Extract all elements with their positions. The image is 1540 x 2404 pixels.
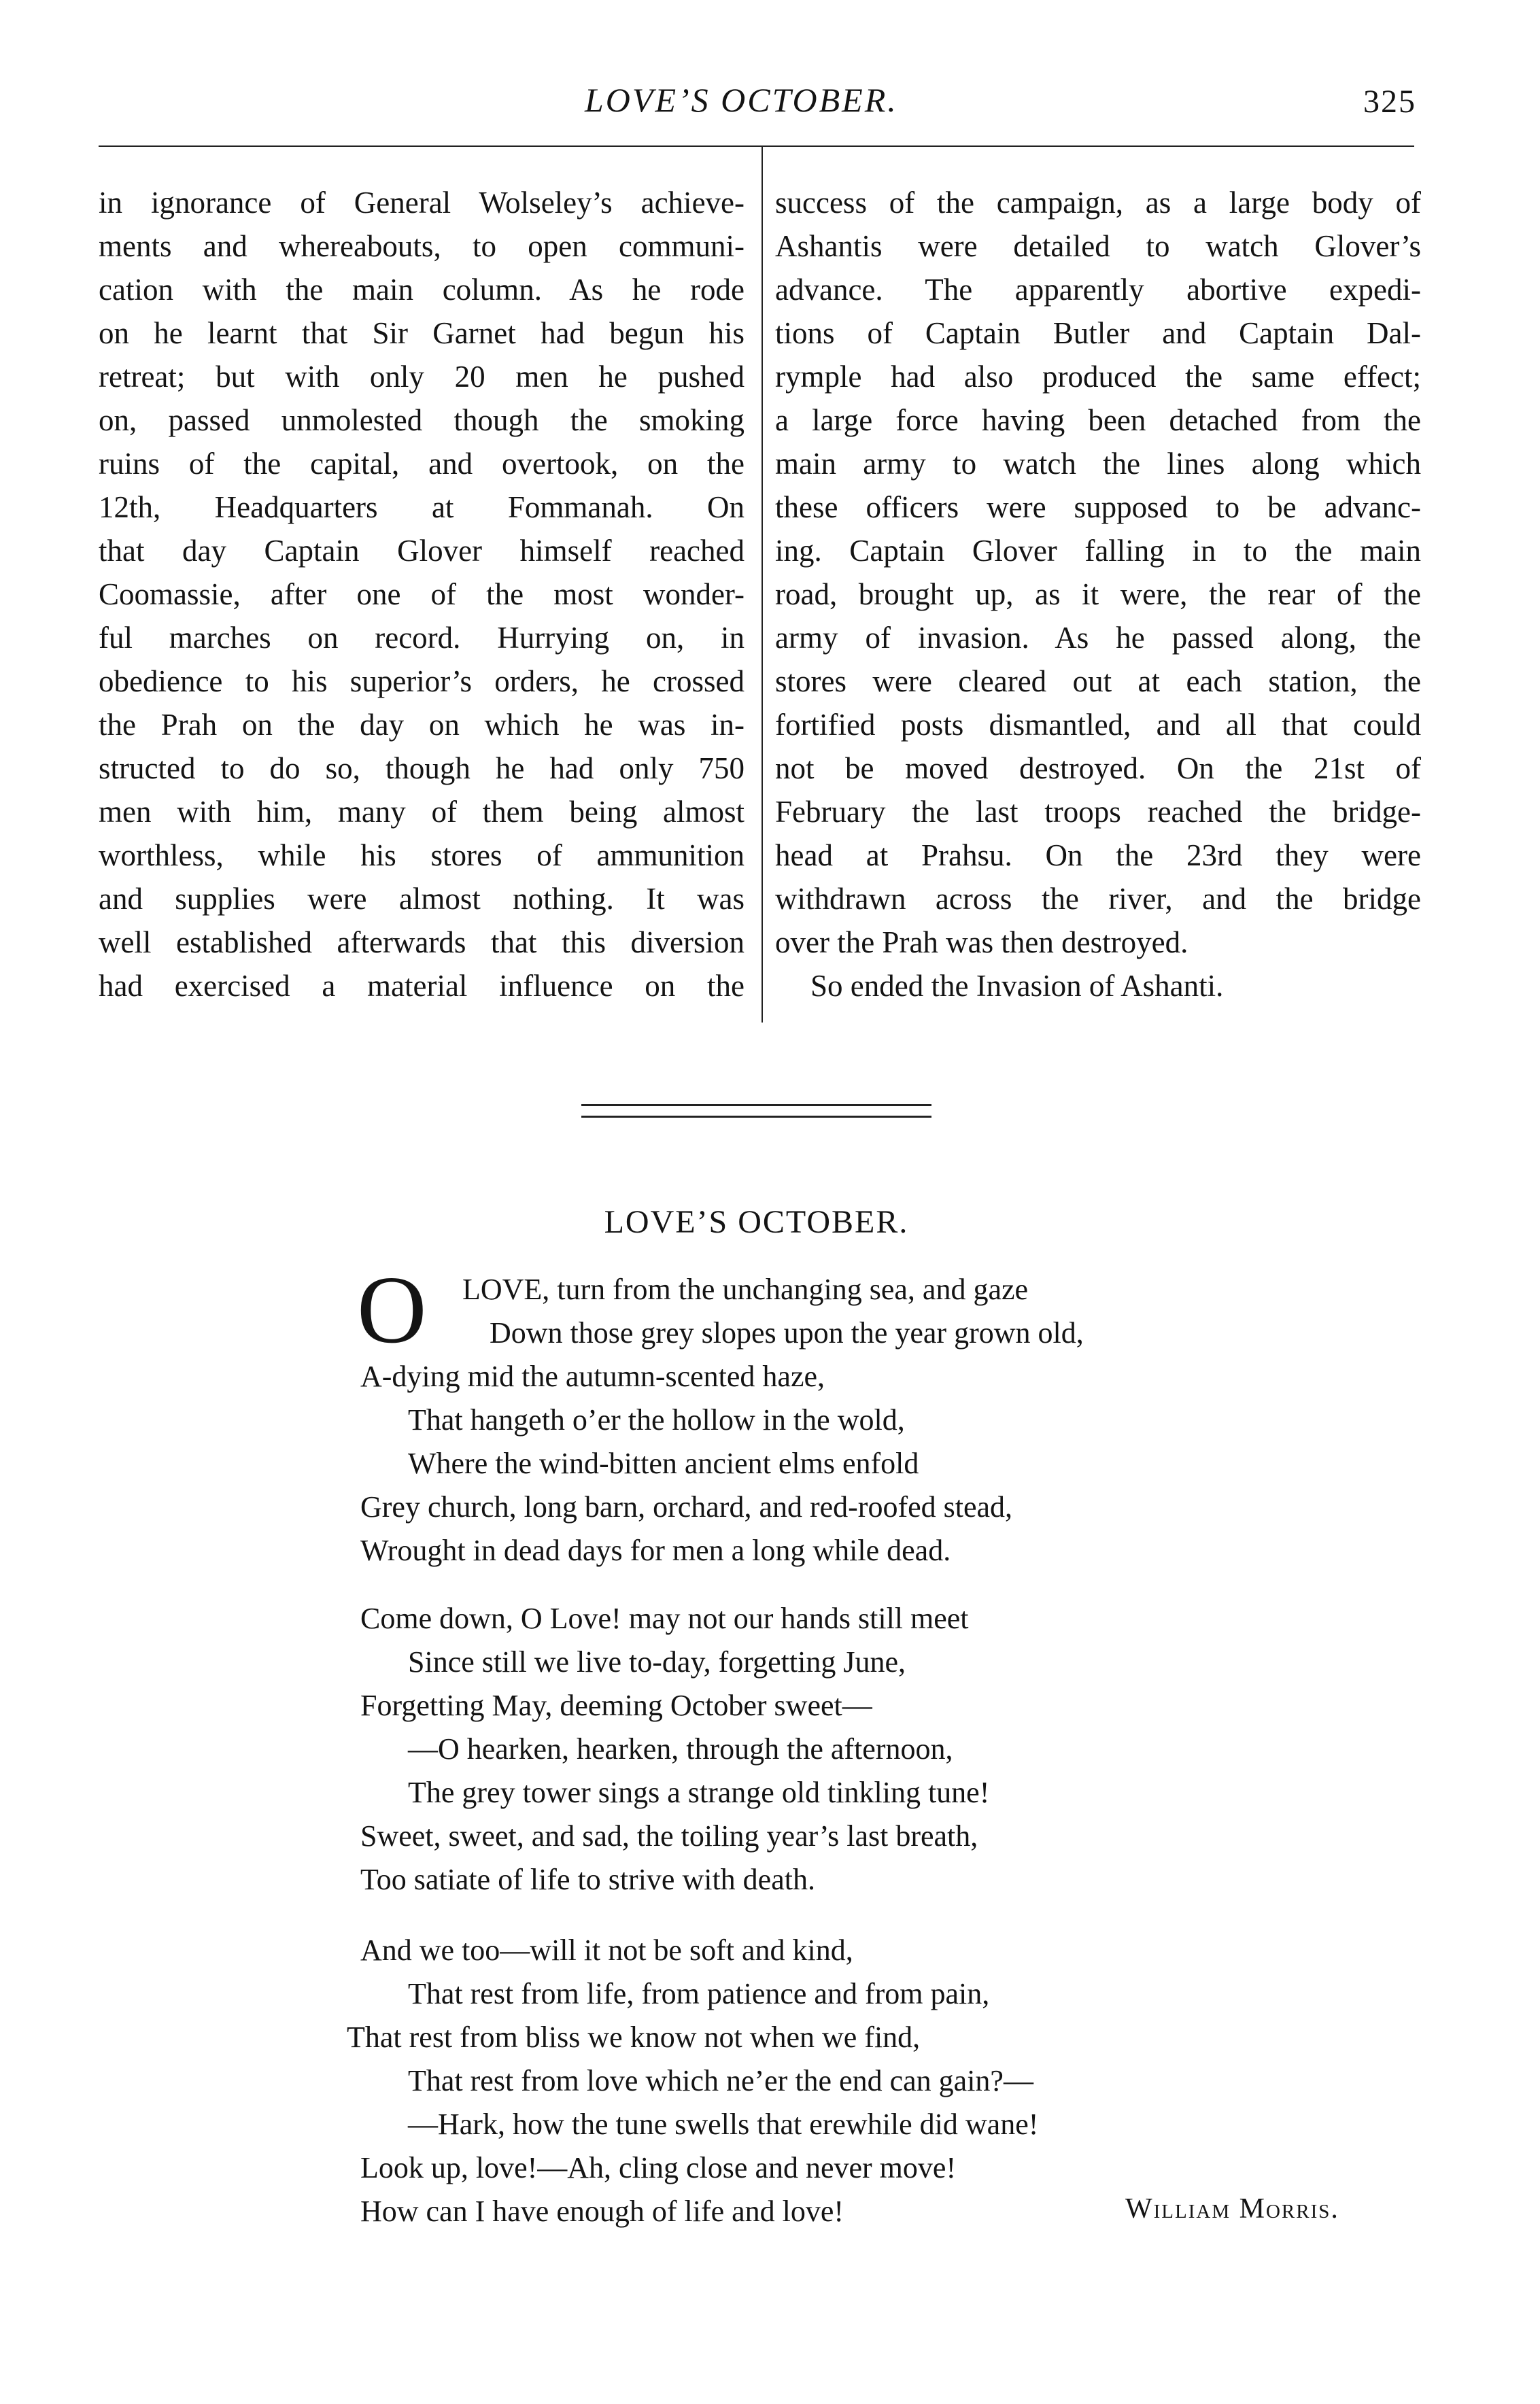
poem-line: Look up, love!—Ah, cling close and never move! bbox=[360, 2151, 957, 2184]
text-line: ruins of the capital, and overtook, on the bbox=[99, 447, 745, 481]
text-line: road, brought up, as it were, the rear of the bbox=[775, 577, 1421, 611]
text-line: advance. The apparently abortive expedi- bbox=[775, 273, 1421, 307]
poem-line: Wrought in dead days for men a long while dead. bbox=[360, 1534, 951, 1567]
left-column bbox=[99, 181, 745, 1008]
poem-line: That rest from life, from patience and from pain, bbox=[408, 1977, 990, 2010]
poem-line: —O hearken, hearken, through the afternoon, bbox=[408, 1732, 953, 1766]
text-line: worthless, while his stores of ammunition bbox=[99, 838, 745, 872]
poem-line: A-dying mid the autumn-scented haze, bbox=[360, 1360, 825, 1393]
poem-line: Since still we live to-day, forgetting June, bbox=[408, 1645, 906, 1679]
text-line: obedience to his superior’s orders, he crossed bbox=[99, 664, 745, 698]
text-line: ments and whereabouts, to open communi- bbox=[99, 229, 745, 263]
poem-line: And we too—will it not be soft and kind, bbox=[360, 1934, 853, 1967]
poem-line: That rest from bliss we know not when we find, bbox=[347, 2021, 921, 2054]
right-column bbox=[775, 181, 1421, 1008]
header-rule bbox=[99, 145, 1414, 147]
poem-line: Forgetting May, deeming October sweet— bbox=[360, 1689, 872, 1722]
poem-line: Too satiate of life to strive with death. bbox=[360, 1863, 815, 1896]
running-head: LOVE’S OCTOBER. bbox=[585, 81, 898, 119]
text-line: structed to do so, though he had only 750 bbox=[99, 751, 745, 785]
section-double-rule bbox=[581, 1104, 931, 1118]
poem-line: The grey tower sings a strange old tinkling tune! bbox=[408, 1776, 990, 1809]
poem-line: Where the wind-bitten ancient elms enfold bbox=[408, 1447, 919, 1480]
poem-title: LOVE’S OCTOBER. bbox=[604, 1204, 909, 1240]
poem-line: That rest from love which ne’er the end can gain?— bbox=[408, 2064, 1033, 2097]
text-line: fortified posts dismantled, and all that could bbox=[775, 708, 1421, 742]
text-line: Ashantis were detailed to watch Glover’s bbox=[775, 229, 1421, 263]
text-line: cation with the main column. As he rode bbox=[99, 273, 745, 307]
text-line: February the last troops reached the bridge- bbox=[775, 795, 1421, 829]
text-line: a large force having been detached from the bbox=[775, 403, 1421, 437]
drop-cap: O bbox=[357, 1256, 427, 1363]
text-line: retreat; but with only 20 men he pushed bbox=[99, 360, 745, 394]
author-attribution: William Morris. bbox=[1125, 2193, 1339, 2225]
text-line: men with him, many of them being almost bbox=[99, 795, 745, 829]
text-line: in ignorance of General Wolseley’s achieve- bbox=[99, 186, 745, 220]
closing-line: So ended the Invasion of Ashanti. bbox=[810, 969, 1224, 1003]
poem-line: That hangeth o’er the hollow in the wold, bbox=[408, 1403, 905, 1437]
text-line: ful marches on record. Hurrying on, in bbox=[99, 621, 745, 655]
poem-line: Down those grey slopes upon the year grown old, bbox=[490, 1316, 1084, 1350]
poem-line: LOVE, turn from the unchanging sea, and gaze bbox=[462, 1273, 1029, 1306]
text-line: ing. Captain Glover falling in to the main bbox=[775, 534, 1421, 568]
text-line: over the Prah was then destroyed. bbox=[775, 925, 1188, 959]
poem-line: Sweet, sweet, and sad, the toiling year’s last breath, bbox=[360, 1819, 978, 1853]
text-line: main army to watch the lines along which bbox=[775, 447, 1421, 481]
text-line: army of invasion. As he passed along, the bbox=[775, 621, 1421, 655]
text-line: and supplies were almost nothing. It was bbox=[99, 882, 745, 916]
poem-line: Come down, O Love! may not our hands still meet bbox=[360, 1602, 969, 1635]
poem-line: —Hark, how the tune swells that erewhile did wane! bbox=[408, 2108, 1039, 2141]
page-number: 325 bbox=[1363, 84, 1416, 120]
text-line: these officers were supposed to be advanc- bbox=[775, 490, 1421, 524]
column-rule bbox=[762, 145, 763, 1023]
text-line: well established afterwards that this diversion bbox=[99, 925, 745, 959]
text-line: rymple had also produced the same effect; bbox=[775, 360, 1421, 394]
text-line: the Prah on the day on which he was in- bbox=[99, 708, 745, 742]
text-line: not be moved destroyed. On the 21st of bbox=[775, 751, 1421, 785]
text-line: withdrawn across the river, and the bridge bbox=[775, 882, 1421, 916]
text-line: tions of Captain Butler and Captain Dal- bbox=[775, 316, 1421, 350]
poem-line: Grey church, long barn, orchard, and red-roofed stead, bbox=[360, 1490, 1013, 1524]
text-line: had exercised a material influence on the bbox=[99, 969, 745, 1003]
text-line: head at Prahsu. On the 23rd they were bbox=[775, 838, 1421, 872]
text-line: success of the campaign, as a large body of bbox=[775, 186, 1421, 220]
text-line: stores were cleared out at each station, the bbox=[775, 664, 1421, 698]
text-line: Coomassie, after one of the most wonder- bbox=[99, 577, 745, 611]
text-line: on he learnt that Sir Garnet had begun his bbox=[99, 316, 745, 350]
text-line: on, passed unmolested though the smoking bbox=[99, 403, 745, 437]
text-line: that day Captain Glover himself reached bbox=[99, 534, 745, 568]
poem-line: How can I have enough of life and love! bbox=[360, 2195, 844, 2228]
text-line: 12th, Headquarters at Fommanah. On bbox=[99, 490, 745, 524]
